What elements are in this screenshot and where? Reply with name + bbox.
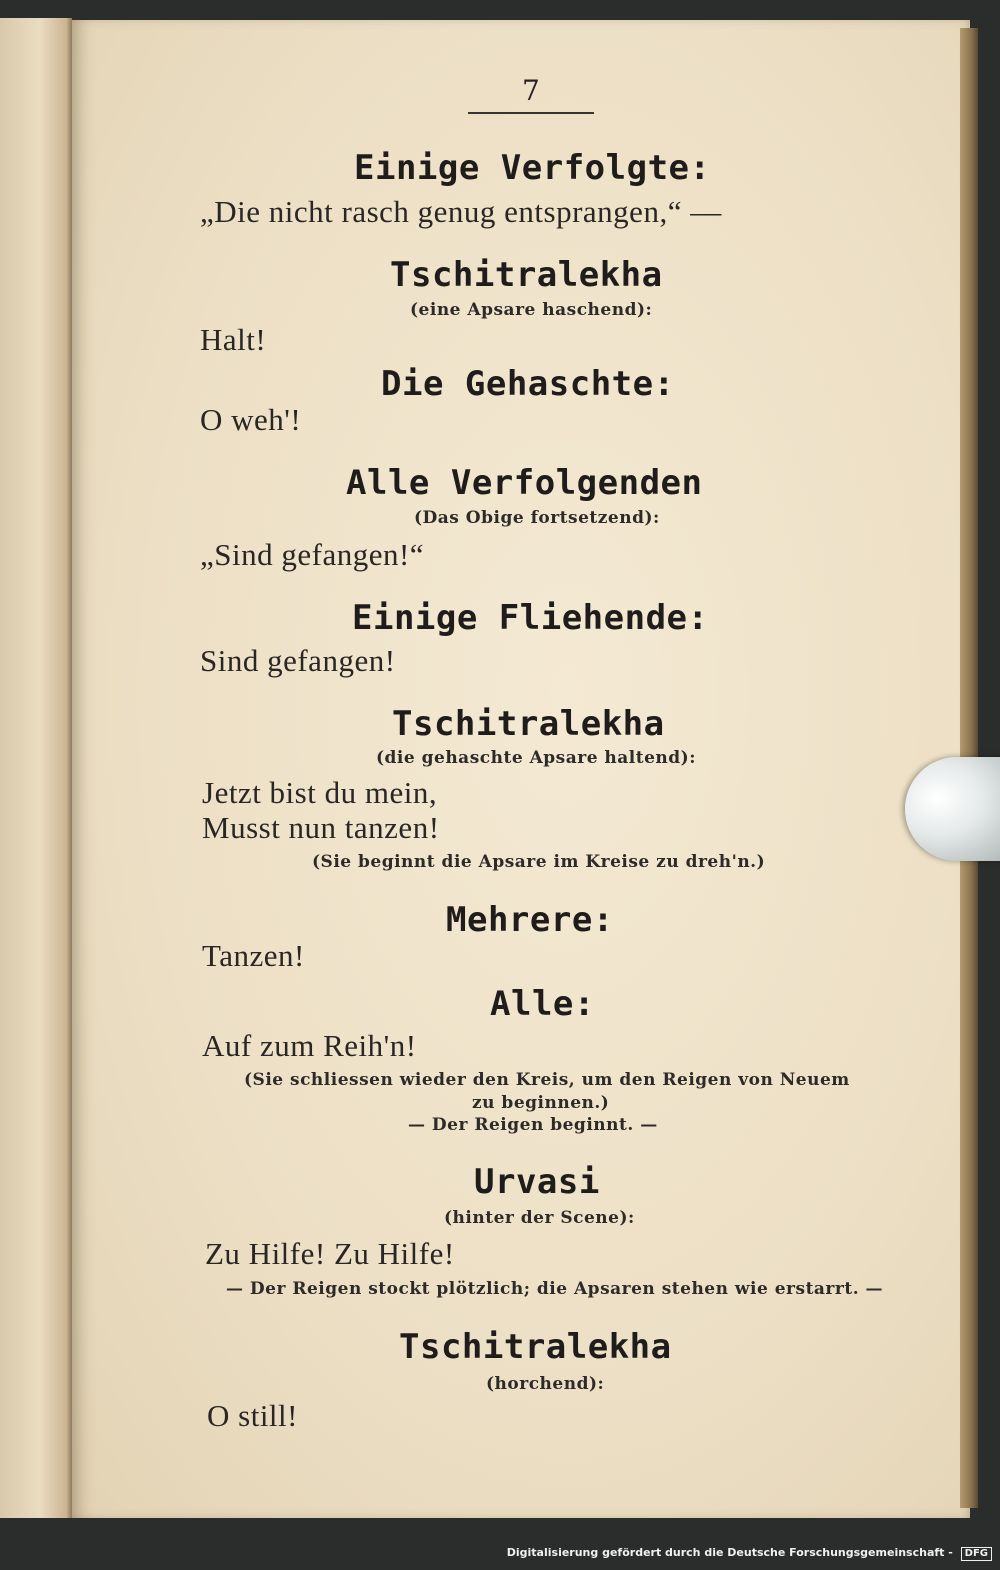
speaker-heading: Tschitralekha: [399, 1327, 672, 1367]
stage-direction: — Der Reigen beginnt. —: [408, 1115, 658, 1135]
dialogue-line: O still!: [207, 1398, 298, 1433]
speaker-heading: Tschitralekha: [392, 704, 665, 744]
credit-text: Digitalisierung gefördert durch die Deutsche Forschungsgemeinschaft -: [506, 1546, 953, 1559]
speaker-heading: Die Gehaschte:: [381, 364, 675, 404]
digitization-credit: [507, 1546, 992, 1561]
stage-direction: (Sie schliessen wieder den Kreis, um den Reigen von Neuem: [244, 1070, 850, 1090]
speaker-heading: Alle Verfolgenden: [346, 463, 703, 503]
dialogue-line: O weh'!: [200, 402, 302, 437]
speaker-heading: Einige Fliehende:: [352, 598, 709, 638]
dialogue-line: „Sind gefangen!“: [200, 537, 425, 572]
stage-direction: (horchend):: [486, 1374, 605, 1394]
speaker-heading: Urvasi: [474, 1162, 600, 1202]
dialogue-line: Sind gefangen!: [200, 643, 396, 678]
scan-background: [0, 1518, 1000, 1570]
stage-direction: (hinter der Scene):: [444, 1208, 635, 1228]
scanner-clip: [905, 757, 1000, 861]
speaker-heading: Mehrere:: [446, 900, 614, 940]
dialogue-line: Auf zum Reih'n!: [202, 1028, 417, 1063]
dialogue-line: Jetzt bist du mein,: [202, 775, 438, 810]
speaker-heading: Alle:: [490, 984, 595, 1024]
speaker-heading: Einige Verfolgte:: [354, 148, 711, 188]
stage-direction: zu beginnen.): [472, 1093, 610, 1113]
page-number: 7: [522, 74, 540, 107]
dialogue-line: Halt!: [200, 322, 267, 357]
stage-direction: (eine Apsare haschend):: [410, 300, 653, 320]
stage-direction: (Sie beginnt die Apsare im Kreise zu dreh'n.): [312, 852, 766, 872]
dialogue-line: Tanzen!: [202, 938, 305, 973]
dialogue-line: Musst nun tanzen!: [202, 810, 440, 845]
dfg-logo: DFG: [961, 1547, 992, 1561]
speaker-heading: Tschitralekha: [390, 255, 663, 295]
stage-direction: (die gehaschte Apsare haltend):: [376, 748, 696, 768]
page-number-rule: [468, 112, 594, 114]
dialogue-line: „Die nicht rasch genug entsprangen,“ —: [200, 194, 722, 229]
stage-direction: — Der Reigen stockt plötzlich; die Apsaren stehen wie erstarrt. —: [226, 1279, 884, 1299]
stage-direction: (Das Obige fortsetzend):: [414, 508, 660, 528]
dialogue-line: Zu Hilfe! Zu Hilfe!: [205, 1236, 455, 1271]
facing-page-edge: [0, 18, 72, 1518]
